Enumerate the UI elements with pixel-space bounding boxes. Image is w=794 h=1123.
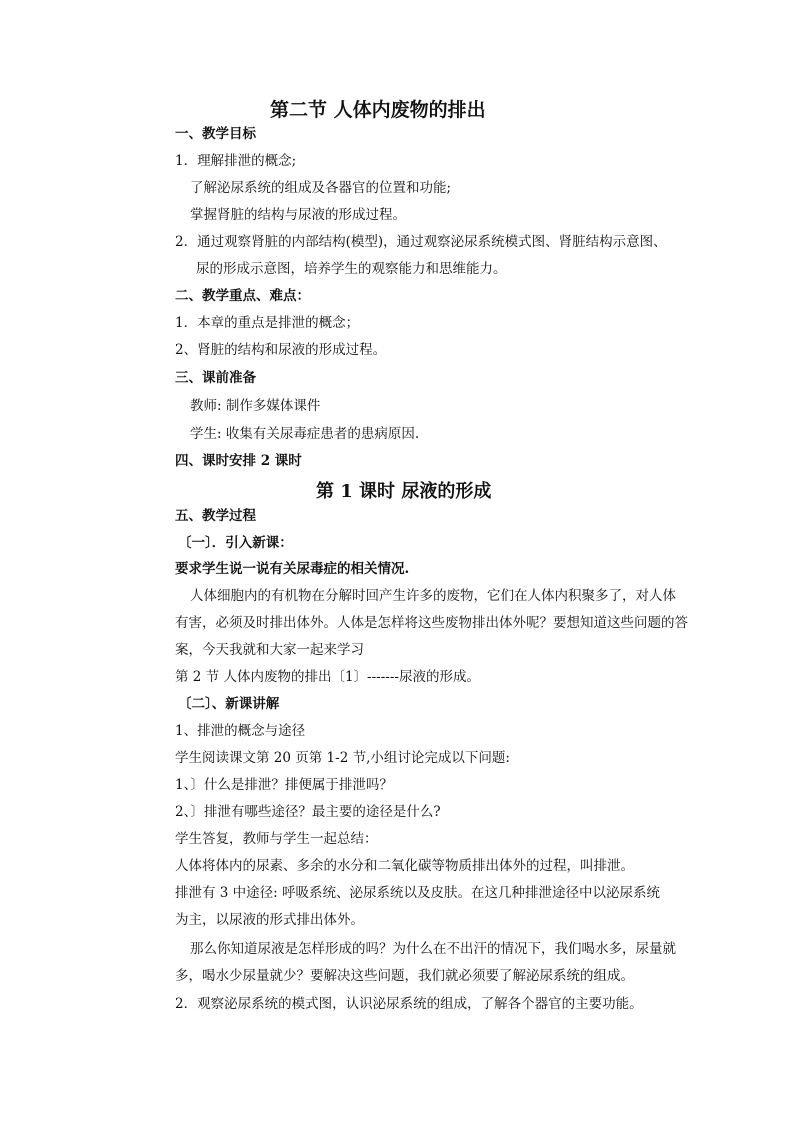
excretion-paragraph-line-1: 排泄有 3 中途径: 呼吸系统、泌尿系统以及皮肤。在这几种排泄途径中以泌尿系统 [175, 885, 661, 901]
process-heading: 五、教学过程 [175, 508, 256, 524]
document-title: 第二节 人体内废物的排出 [270, 99, 486, 121]
objective-line-3: 掌握肾脏的结构与尿液的形成过程。 [190, 207, 406, 223]
schedule-line: 四、课时安排 2 课时 [175, 453, 302, 469]
intro-paragraph-line-1: 人体细胞内的有机物在分解时回产生许多的废物，它们在人体内积聚多了，对人体 [190, 588, 676, 604]
observation-line: 2．观察泌尿系统的模式图，认识泌尿系统的组成，了解各个器官的主要功能。 [175, 996, 643, 1012]
key-point-line-1: 1．本章的重点是排泄的概念； [175, 315, 360, 331]
intro-paragraph-2: 第 2 节 人体内废物的排出〔1〕-------尿液的形成。 [175, 669, 480, 685]
preparation-teacher: 教师: 制作多媒体课件 [190, 398, 321, 414]
objective-line-1: 1．理解排泄的概念; [175, 153, 297, 169]
lesson-title: 第 1 课时 尿液的形成 [316, 481, 492, 502]
intro-task: 要求学生说一说有关尿毒症的相关情况. [175, 561, 410, 577]
preparation-heading: 三、课前准备 [175, 370, 256, 386]
key-points-heading: 二、教学重点、难点： [175, 288, 310, 304]
intro-heading: 〔一〕．引入新课： [178, 535, 293, 551]
new-lesson-line-4: 2、〕排泄有哪些途径？最主要的途径是什么? [175, 804, 441, 820]
objective-line-5: 尿的形成示意图，培养学生的观察能力和思维能力。 [196, 261, 507, 277]
excretion-paragraph-line-2: 为主，以尿液的形式排出体外。 [175, 912, 364, 928]
objective-line-4: 2．通过观察肾脏的内部结构(模型)，通过观察泌尿系统模式图、肾脏结构示意图、 [175, 234, 667, 250]
new-lesson-line-2: 学生阅读课文第 20 页第 1-2 节,小组讨论完成以下问题: [175, 750, 510, 766]
new-lesson-line-6: 人体将体内的尿素、多余的水分和二氧化碳等物质排出体外的过程，叫排泄。 [175, 858, 634, 874]
preparation-student: 学生: 收集有关尿毒症患者的患病原因. [190, 426, 420, 442]
question-paragraph-line-2: 多，喝水少尿量就少？要解决这些问题，我们就必须要了解泌尿系统的组成。 [175, 968, 634, 984]
new-lesson-line-3: 1、〕什么是排泄？排便属于排泄吗？ [175, 777, 393, 793]
new-lesson-line-1: 1、排泄的概念与途径 [175, 723, 306, 739]
objective-line-2: 了解泌尿系统的组成及各器官的位置和功能; [190, 180, 452, 196]
intro-paragraph-line-3: 案，今天我就和大家一起来学习 [175, 642, 364, 658]
new-lesson-heading: 〔二〕、新课讲解 [178, 696, 280, 712]
objectives-heading: 一、教学目标 [175, 126, 256, 142]
key-point-line-2: 2、肾脏的结构和尿液的形成过程。 [175, 342, 387, 358]
question-paragraph-line-1: 那么你知道尿液是怎样形成的吗？为什么在不出汗的情况下，我们喝水多，尿量就 [190, 941, 676, 957]
new-lesson-line-5: 学生答复，教师与学生一起总结： [175, 831, 378, 847]
intro-paragraph-line-2: 有害，必须及时排出体外。人体是怎样将这些废物排出体外呢？要想知道这些问题的答 [175, 615, 688, 631]
